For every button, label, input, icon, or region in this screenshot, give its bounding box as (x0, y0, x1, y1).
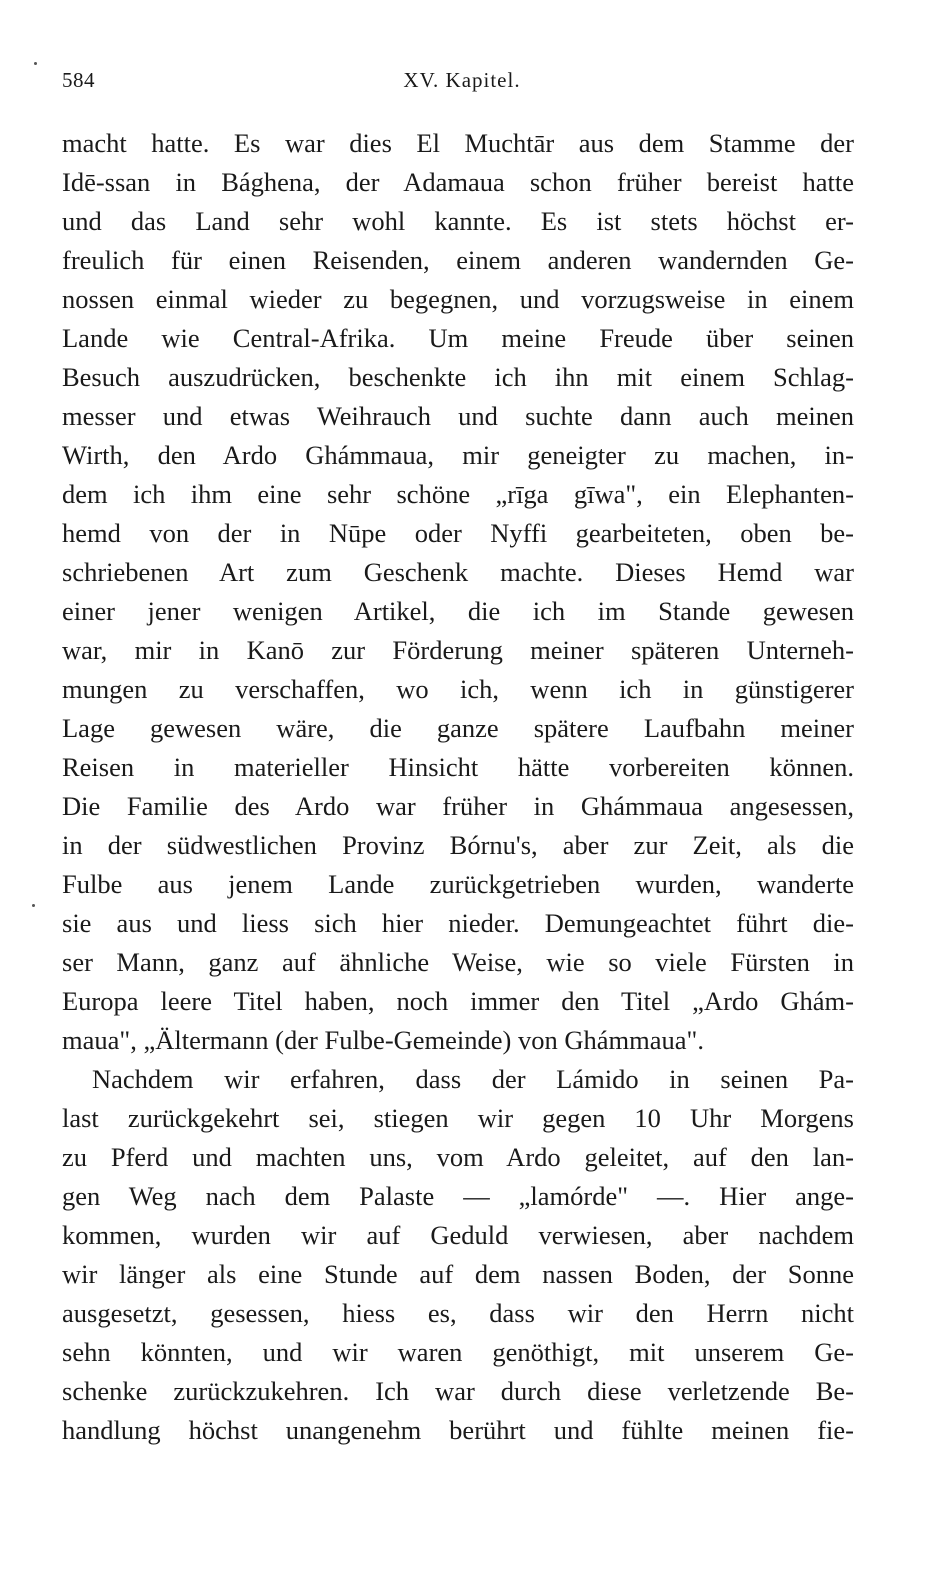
text-line-paragraph-end: maua", „Ältermann (der Fulbe-Gemeinde) von Ghámmaua". (62, 1025, 704, 1055)
chapter-title: XV. Kapitel. (403, 68, 521, 92)
text-line: nossen einmal wieder zu begegnen, und vorzugsweise in einem (62, 284, 854, 314)
text-line: Reisen in materieller Hinsicht hätte vorbereiten können. (62, 752, 854, 782)
text-line: hemd von der in Nūpe oder Nyffi gearbeiteten, oben be- (62, 518, 854, 548)
text-line: ser Mann, ganz auf ähnliche Weise, wie so viele Fürsten in (62, 947, 854, 977)
page-number: 584 (62, 68, 95, 92)
text-line: mungen zu verschaffen, wo ich, wenn ich in günstigerer (62, 674, 854, 704)
text-line: sehn könnten, und wir waren genöthigt, mit unserem Ge- (62, 1337, 854, 1367)
text-line: Fulbe aus jenem Lande zurückgetrieben wurden, wanderte (62, 869, 854, 899)
text-line: Lage gewesen wäre, die ganze spätere Laufbahn meiner (62, 713, 854, 743)
text-line: handlung höchst unangenehm berührt und fühlte meinen fie- (62, 1415, 854, 1445)
running-head (62, 68, 862, 100)
body-text (62, 124, 854, 1450)
text-line: wir länger als eine Stunde auf dem nassen Boden, der Sonne (62, 1259, 854, 1289)
text-line: freulich für einen Reisenden, einem anderen wandernden Ge- (62, 245, 854, 275)
text-line: ausgesetzt, gesessen, hiess es, dass wir den Herrn nicht (62, 1298, 854, 1328)
text-line: Besuch auszudrücken, beschenkte ich ihn mit einem Schlag- (62, 362, 854, 392)
text-line: einer jener wenigen Artikel, die ich im Stande gewesen (62, 596, 854, 626)
text-line: Idē-ssan in Bághena, der Adamaua schon früher bereist hatte (62, 167, 854, 197)
text-line: sie aus und liess sich hier nieder. Demungeachtet führt die- (62, 908, 854, 938)
text-line: war, mir in Kanō zur Förderung meiner späteren Unterneh- (62, 635, 854, 665)
scan-speck (32, 904, 35, 907)
text-line: in der südwestlichen Provinz Bórnu's, aber zur Zeit, als die (62, 830, 854, 860)
text-line: messer und etwas Weihrauch und suchte dann auch meinen (62, 401, 854, 431)
text-line: und das Land sehr wohl kannte. Es ist stets höchst er- (62, 206, 854, 236)
text-line: dem ich ihm eine sehr schöne „rīga gīwa", ein Elephanten- (62, 479, 854, 509)
scan-speck (34, 62, 37, 65)
text-line: Die Familie des Ardo war früher in Ghámmaua angesessen, (62, 791, 854, 821)
text-line: Wirth, den Ardo Ghámmaua, mir geneigter zu machen, in- (62, 440, 854, 470)
text-line-paragraph-start: Nachdem wir erfahren, dass der Lámido in seinen Pa- (92, 1064, 854, 1094)
text-line: last zurückgekehrt sei, stiegen wir gegen 10 Uhr Morgens (62, 1103, 854, 1133)
text-line: Lande wie Central-Afrika. Um meine Freude über seinen (62, 323, 854, 353)
text-line: Europa leere Titel haben, noch immer den Titel „Ardo Ghám- (62, 986, 854, 1016)
text-line: schenke zurückzukehren. Ich war durch diese verletzende Be- (62, 1376, 854, 1406)
text-line: kommen, wurden wir auf Geduld verwiesen, aber nachdem (62, 1220, 854, 1250)
text-line: gen Weg nach dem Palaste — „lamórde" —. Hier ange- (62, 1181, 854, 1211)
text-line: zu Pferd und machten uns, vom Ardo geleitet, auf den lan- (62, 1142, 854, 1172)
text-line: macht hatte. Es war dies El Muchtār aus dem Stamme der (62, 128, 854, 158)
text-line: schriebenen Art zum Geschenk machte. Dieses Hemd war (62, 557, 854, 587)
